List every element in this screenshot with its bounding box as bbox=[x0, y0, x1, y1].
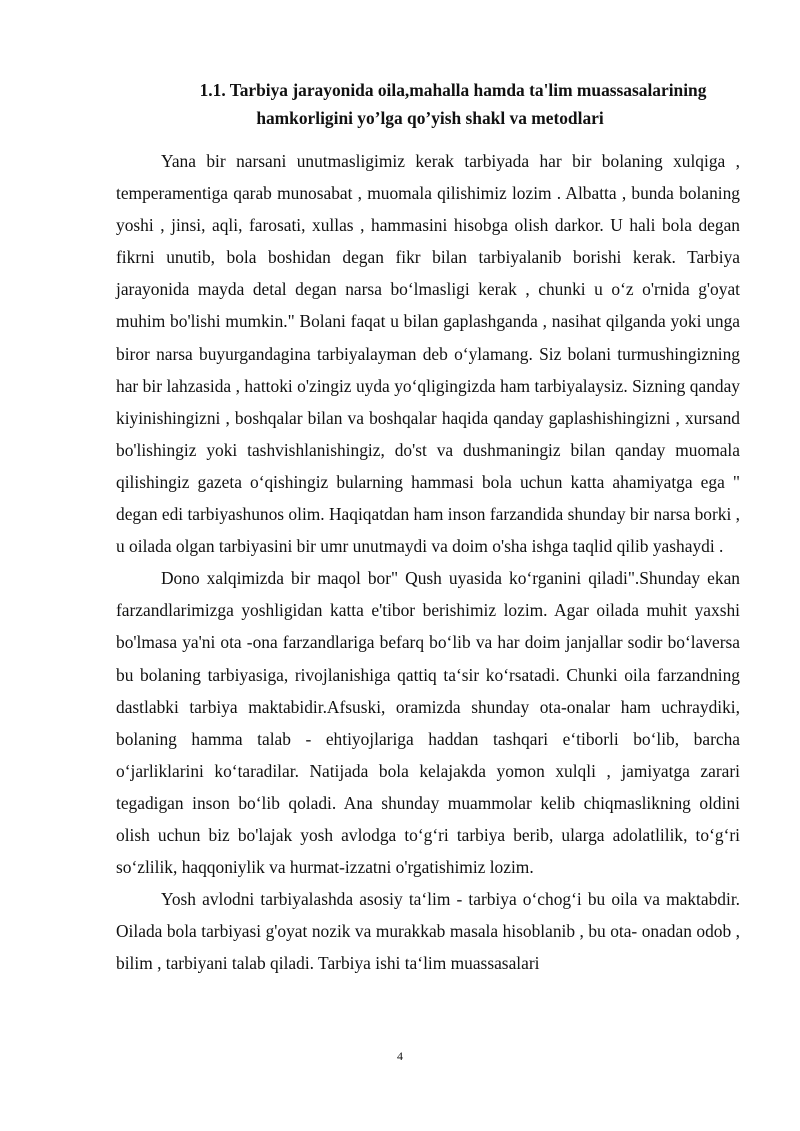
section-heading bbox=[116, 76, 740, 132]
heading-line-1: 1.1. Tarbiya jarayonida oila,mahalla hamda ta'lim muassasalarining bbox=[199, 80, 707, 100]
body-text bbox=[116, 145, 740, 979]
paragraph-1: Yana bir narsani unutmasligimiz kerak tarbiyada har bir bolaning xulqiga , temperamentiga qarab munosabat , muomala qilishimiz lozim . Albatta , bunda bolaning yoshi , jinsi, aqli, farosati, xullas , hammasini hisobga olish darkor. U hali bola degan fikrni unutib, bola boshidan degan fikr bilan tarbiyalanib borishi kerak. Tarbiya jarayonida mayda detal degan narsa bo‘lmasligi kerak , chunki u o‘z o'rnida g'oyat muhim bo'lishi mumkin." Bolani faqat u bilan gaplashganda , nasihat qilganda yoki unga biror narsa buyurgandagina tarbiyalayman deb o‘ylamang. Siz bolani turmushingizning har bir lahzasida , hattoki o'zingiz uyda yo‘qligingizda ham tarbiyalaysiz. Sizning qanday kiyinishingizni , boshqalar bilan va boshqalar haqida qanday gaplashishingizni , xursand bo'lishingiz yoki tashvishlanishingiz, do'st va dushmaningiz bilan qanday muomala qilishingiz gazeta o‘qishingiz bularning hammasi bola uchun katta ahamiyatga ega " degan edi tarbiyashunos olim. Haqiqatdan ham inson farzandida shunday bir narsa borki , u oilada olgan tarbiyasini bir umr unutmaydi va doim o'sha ishga taqlid qilib yashaydi . bbox=[116, 151, 740, 557]
page-number: 4 bbox=[397, 1049, 403, 1063]
heading-line-2: hamkorligini yo’lga qo’yish shakl va metodlari bbox=[256, 108, 604, 128]
paragraph-2: Dono xalqimizda bir maqol bor" Qush uyasida ko‘rganini qiladi".Shunday ekan farzandlarimizga yoshligidan katta e'tibor berishimiz lozim. Agar oilada muhit yaxshi bo'lmasa ya'ni ota -ona farzandlariga befarq bo‘lib va har doim janjallar sodir bo‘laversa bu bolaning tarbiyasiga, rivojlanishiga qattiq ta‘sir ko‘rsatadi. Chunki oila farzandning dastlabki tarbiya maktabidir.Afsuski, oramizda shunday ota-onalar ham uchraydiki, bolaning hamma talab - ehtiyojlariga haddan tashqari e‘tiborli bo‘lib, barcha o‘jarliklarini ko‘taradilar. Natijada bola kelajakda yomon xulqli , jamiyatga zarari tegadigan inson bo‘lib qoladi. Ana shunday muammolar kelib chiqmaslikning oldini olish uchun biz bo'lajak yosh avlodga to‘g‘ri tarbiya berib, ularga adolatlilik, to‘g‘ri so‘zlilik, haqqoniylik va hurmat-izzatni o'rgatishimiz lozim. bbox=[116, 568, 740, 878]
paragraph-3: Yosh avlodni tarbiyalashda asosiy ta‘lim - tarbiya o‘chog‘i bu oila va maktabdir. Oilada bola tarbiyasi g'oyat nozik va murakkab masala hisoblanib , bu ota- onadan odob , bilim , tarbiyani talab qiladi. Tarbiya ishi ta‘lim muassasalari bbox=[116, 889, 740, 974]
